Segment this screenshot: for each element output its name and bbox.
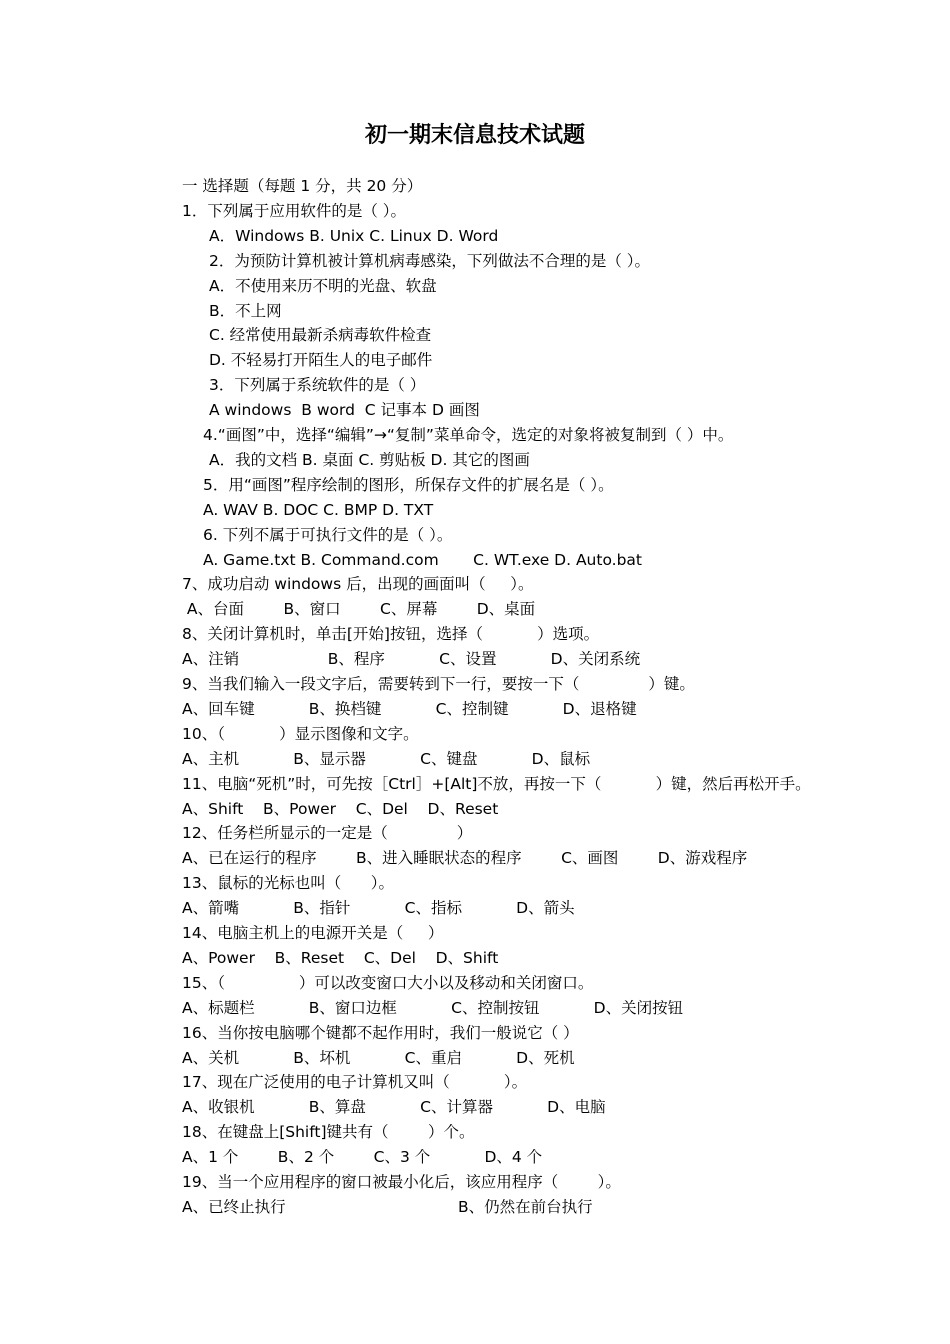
text-line: C. 经常使用最新杀病毒软件检查	[209, 326, 432, 345]
page-title: 初一期末信息技术试题	[364, 122, 585, 148]
text-line: A．我的文档 B. 桌面 C. 剪贴板 D. 其它的图画	[209, 450, 530, 469]
text-line: 6. 下列不属于可执行文件的是（ ）。	[203, 525, 453, 544]
text-line: A、回车键 B、换档键 C、控制键 D、退格键	[182, 699, 637, 718]
text-line: 9、当我们输入一段文字后，需要转到下一行，要按一下（ ）键。	[182, 675, 695, 693]
text-line: 18、在键盘上[Shift]键共有（ ）个。	[182, 1123, 475, 1142]
text-line: A、标题栏 B、窗口边框 C、控制按钮 D、关闭按钮	[182, 998, 684, 1017]
text-line: A、Shift B、Power C、Del D、Reset	[182, 799, 499, 818]
text-line: 16、当你按电脑哪个键都不起作用时，我们一般说它（ ）	[182, 1023, 579, 1042]
text-line: A、台面 B、窗口 C、屏幕 D、桌面	[182, 600, 536, 619]
text-line: A、箭嘴 B、指针 C、指标 D、箭头	[182, 899, 575, 918]
text-line: 3．下列属于系统软件的是（ ）	[209, 376, 426, 395]
text-line: 10、（ ）显示图像和文字。	[182, 724, 419, 743]
text-line: 13、鼠标的光标也叫（ ）。	[182, 874, 395, 893]
text-line: 8、关闭计算机时，单击[开始]按钮，选择（ ）选项。	[182, 625, 600, 644]
text-line: A、1 个 B、2 个 C、3 个 D、4 个	[182, 1148, 543, 1167]
text-line: A. WAV B. DOC C. BMP D. TXT	[203, 500, 434, 519]
text-line: A windows B word C 记事本 D 画图	[209, 401, 480, 420]
text-line: 14、电脑主机上的电源开关是（ ）	[182, 924, 444, 942]
text-line: A、已终止执行 B、仍然在前台执行	[182, 1197, 593, 1216]
text-line: 5．用“画图”程序绘制的图形，所保存文件的扩展名是（ ）。	[203, 475, 614, 494]
text-line: 一 选择题（每题 1 分，共 20 分）	[182, 177, 423, 195]
text-line: 4.“画图”中，选择“编辑”→“复制”菜单命令，选定的对象将被复制到（ ）中。	[203, 426, 734, 444]
text-line: A. Game.txt B. Command.com C. WT.exe D. Auto.bat	[203, 550, 643, 569]
text-line: A、收银机 B、算盘 C、计算器 D、电脑	[182, 1098, 606, 1117]
text-line: 17、现在广泛使用的电子计算机又叫（ ）。	[182, 1073, 528, 1092]
text-line: A、主机 B、显示器 C、键盘 D、鼠标	[182, 749, 591, 768]
text-line: A、注销 B、程序 C、设置 D、关闭系统	[182, 650, 641, 669]
text-line: 7、成功启动 windows 后，出现的画面叫（ ）。	[182, 575, 534, 594]
text-line: A．不使用来历不明的光盘、软盘	[209, 276, 437, 295]
text-line: 12、任务栏所显示的一定是（ ）	[182, 824, 473, 843]
text-line: 1．下列属于应用软件的是（ ）。	[182, 201, 407, 220]
text-line: 19、当一个应用程序的窗口被最小化后，该应用程序（ ）。	[182, 1173, 621, 1191]
text-line: A．Windows B. Unix C. Linux D. Word	[209, 226, 499, 245]
text-line: D. 不轻易打开陌生人的电子邮件	[209, 351, 433, 370]
text-line: 2．为预防计算机被计算机病毒感染，下列做法不合理的是（ ）。	[209, 251, 651, 270]
text-line: B．不上网	[209, 301, 282, 320]
text-line: A、Power B、Reset C、Del D、Shift	[182, 948, 499, 967]
text-line: 15、（ ）可以改变窗口大小以及移动和关闭窗口。	[182, 973, 594, 992]
text-line: A、已在运行的程序 B、进入睡眠状态的程序 C、画图 D、游戏程序	[182, 849, 748, 868]
text-line: A、关机 B、坏机 C、重启 D、死机	[182, 1048, 575, 1067]
text-line: 11、电脑“死机”时，可先按［Ctrl］+[Alt]不放，再按一下（ ）键，然后再松开手。	[182, 774, 811, 793]
